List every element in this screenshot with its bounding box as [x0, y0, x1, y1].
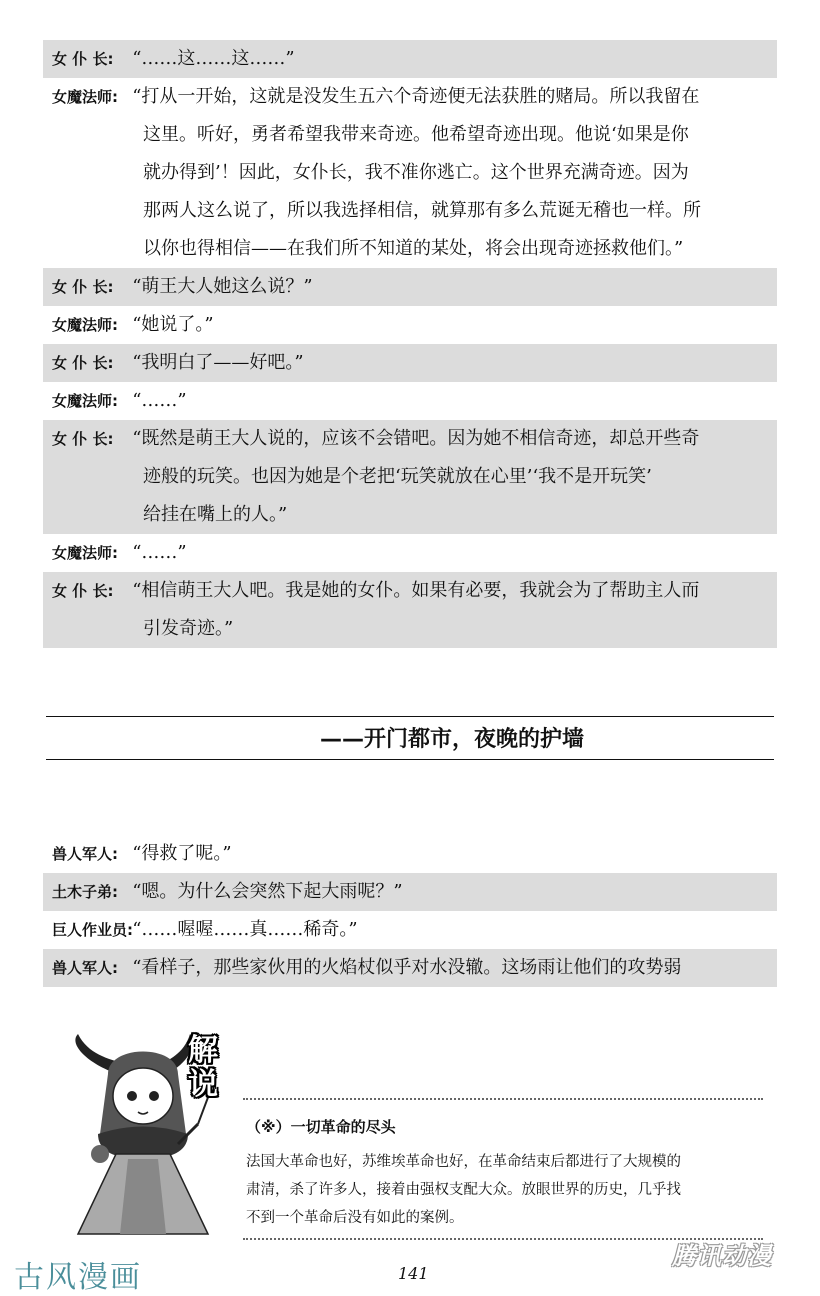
- speaker-label: 女魔法师:: [52, 392, 118, 410]
- dialogue-text: “……这……这……”: [132, 48, 295, 69]
- dialogue-row: [43, 306, 777, 344]
- speaker-label: 兽人军人:: [52, 959, 118, 977]
- page-number: 141: [398, 1264, 429, 1283]
- dialogue-block-top: [43, 40, 777, 648]
- dialogue-row: [43, 835, 777, 873]
- dialogue-row: [43, 911, 777, 949]
- speaker-label: 女魔法师:: [52, 544, 118, 562]
- dialogue-row: [43, 268, 777, 306]
- dialogue-text: “嗯。为什么会突然下起大雨呢？”: [132, 881, 403, 902]
- speaker-label: 女 仆 长:: [52, 278, 114, 296]
- section-rule-bottom: [46, 759, 774, 760]
- dialogue-row: [43, 949, 777, 987]
- dialogue-text: “她说了。”: [132, 314, 214, 335]
- commentary-badge: 解说: [188, 1033, 218, 1102]
- section-rule-top: [46, 716, 774, 717]
- dialogue-text: “得救了呢。”: [132, 843, 232, 864]
- dialogue-text: “看样子，那些家伙用的火焰杖似乎对水没辙。这场雨让他们的攻势弱: [132, 957, 682, 978]
- speaker-label: 女 仆 长:: [52, 582, 114, 600]
- dialogue-text: “萌王大人她这么说？”: [132, 276, 313, 297]
- dialogue-text: “相信萌王大人吧。我是她的女仆。如果有必要，我就会为了帮助主人而 引发奇迹。”: [132, 580, 700, 639]
- dialogue-row: [43, 534, 777, 572]
- note-body: 法国大革命也好，苏维埃革命也好，在革命结束后都进行了大规模的 肃清，杀了许多人，接着由强权支配大众。放眼世界的历史，几乎找 不到一个革命后没有如此的案例。: [246, 1154, 681, 1226]
- section-title: ——开门都市，夜晚的护墙: [319, 727, 584, 752]
- note-divider-top: [243, 1098, 763, 1100]
- speaker-label: 女魔法师:: [52, 316, 118, 334]
- watermark-left: 古风漫画: [14, 1260, 142, 1295]
- dialogue-text: “打从一开始，这就是没发生五六个奇迹便无法获胜的赌局。所以我留在 这里。听好，勇者希望我带来奇迹。他希望奇迹出现。他说‘如果是你 就办得到’！因此，女仆长，我不准你逃亡。这个世界充满奇迹。因为 那两人这么说了，所以我选择相信，就算那有多么荒诞无稽也一样。所 以你也得相信——在我们所不知道的某处，将会出现奇迹拯救他们。”: [132, 86, 701, 259]
- dialogue-row: [43, 40, 777, 78]
- note-title: （※）一切革命的尽头: [246, 1118, 396, 1136]
- dialogue-row: [43, 420, 777, 534]
- speaker-label: 女 仆 长:: [52, 354, 114, 372]
- dialogue-text: “我明白了——好吧。”: [132, 352, 304, 373]
- dialogue-text: “……喔喔……真……稀奇。”: [132, 919, 358, 940]
- speaker-label: 女魔法师:: [52, 88, 118, 106]
- speaker-label: 女 仆 长:: [52, 50, 114, 68]
- dialogue-text: “……”: [132, 542, 187, 563]
- speaker-label: 巨人作业员:: [52, 921, 133, 939]
- dialogue-row: [43, 873, 777, 911]
- speaker-label: 兽人军人:: [52, 845, 118, 863]
- dialogue-text: “既然是萌王大人说的，应该不会错吧。因为她不相信奇迹，却总开些奇 迹般的玩笑。也因为她是个老把‘玩笑就放在心里’‘我不是开玩笑’ 给挂在嘴上的人。”: [132, 428, 700, 525]
- dialogue-row: [43, 344, 777, 382]
- dialogue-row: [43, 382, 777, 420]
- speaker-label: 土木子弟:: [52, 883, 118, 901]
- dialogue-block-bottom: [43, 835, 777, 987]
- watermark-right: 腾讯动漫: [672, 1242, 772, 1270]
- speaker-label: 女 仆 长:: [52, 430, 114, 448]
- dialogue-row: [43, 78, 777, 268]
- dialogue-text: “……”: [132, 390, 187, 411]
- dialogue-row: [43, 572, 777, 648]
